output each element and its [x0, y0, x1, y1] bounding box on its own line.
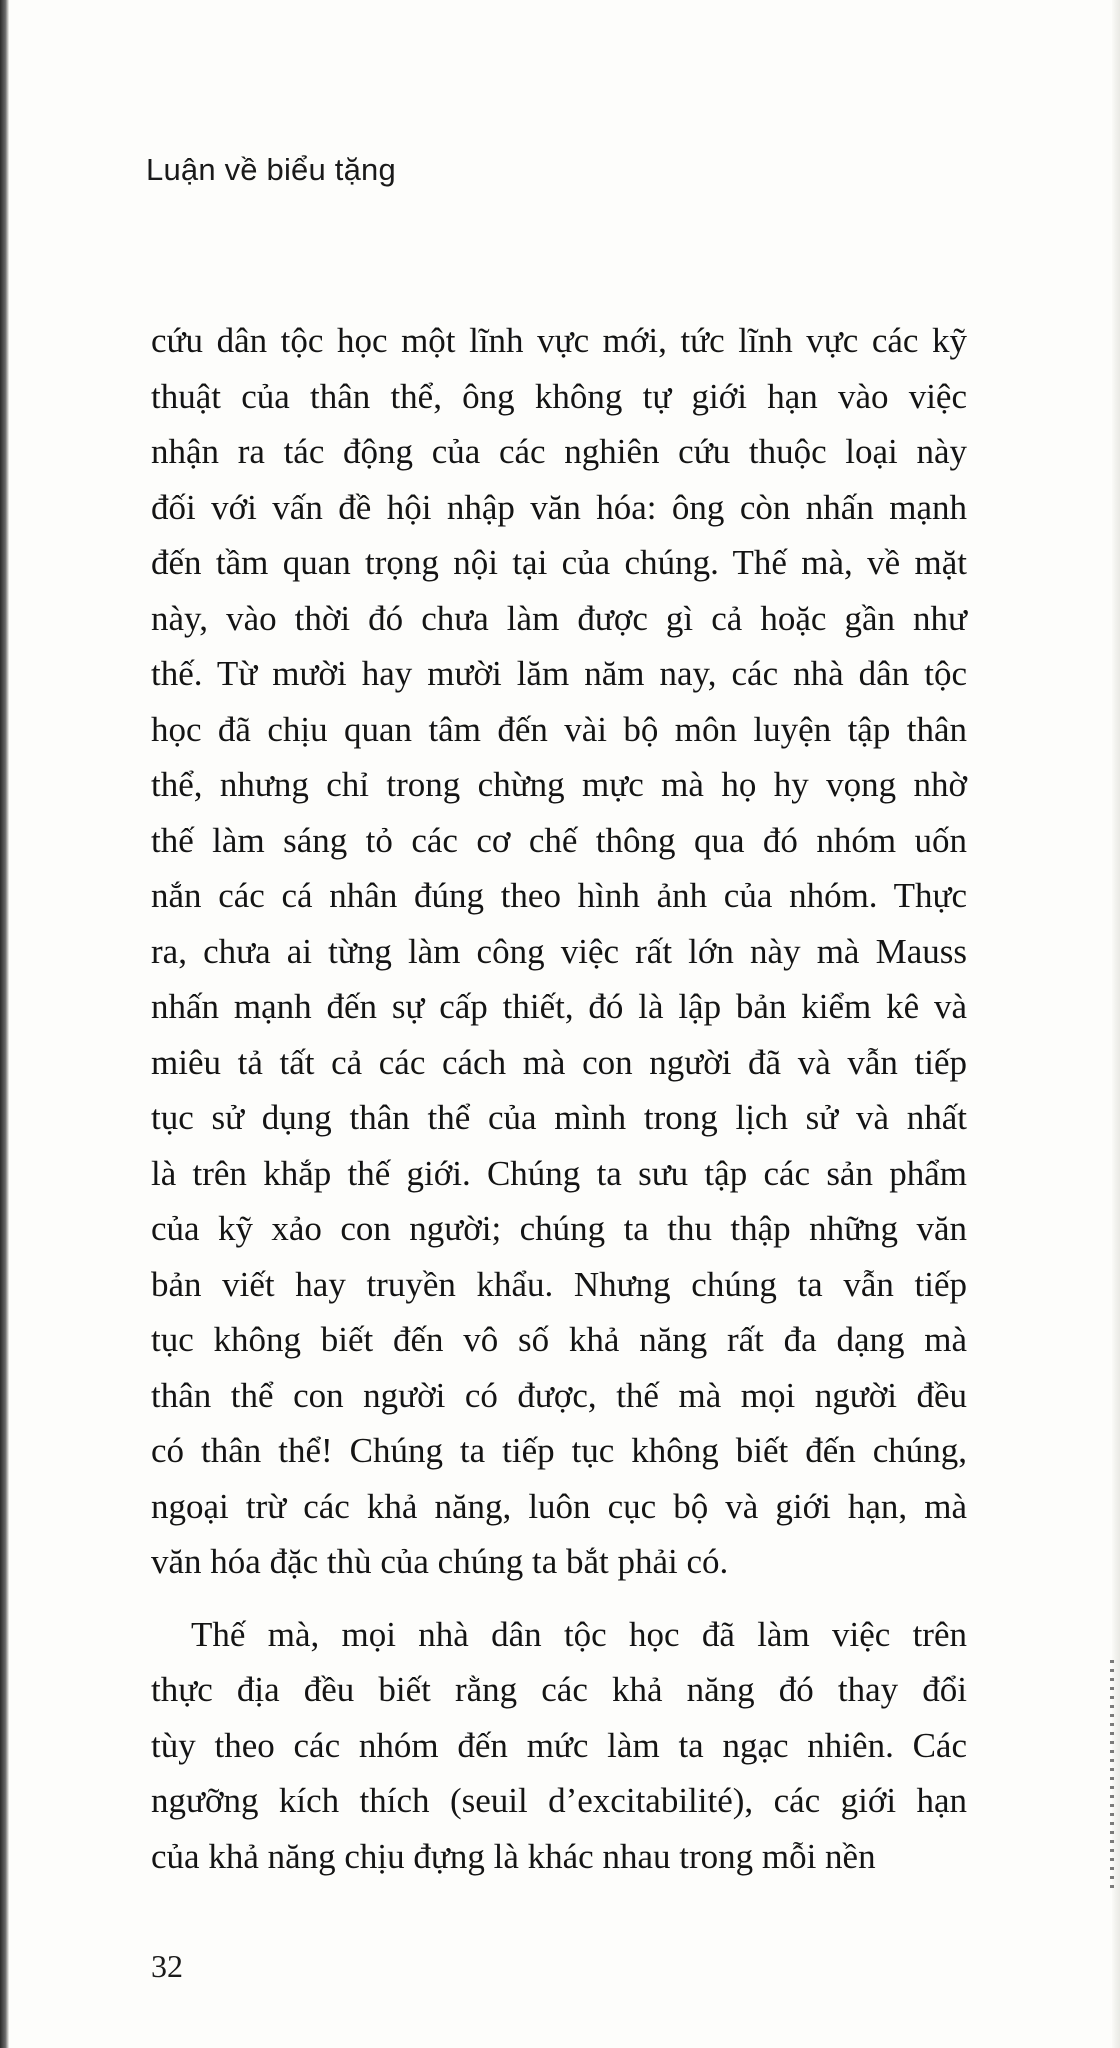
text-line: tục không biết đến vô số khả năng rất đa dạng mà: [151, 1320, 967, 1359]
text-line: đối với vấn đề hội nhập văn hóa: ông còn nhấn mạnh: [151, 487, 967, 527]
text-line: thể, nhưng chỉ trong chừng mực mà họ hy vọng nhờ: [151, 765, 967, 804]
text-line: ra, chưa ai từng làm công việc rất lớn này mà Mauss: [151, 931, 967, 971]
text-line: thân thể con người có được, thế mà mọi người đều: [151, 1375, 967, 1415]
text-line: miêu tả tất cả các cách mà con người đã và vẫn tiếp: [151, 1042, 967, 1082]
paragraph: [151, 1607, 967, 1885]
text-line: nhấn mạnh đến sự cấp thiết, đó là lập bản kiểm kê và: [151, 987, 967, 1026]
text-line: tục sử dụng thân thể của mình trong lịch sử và nhất: [151, 1098, 967, 1137]
body-text: [151, 313, 967, 1884]
text-line: thuật của thân thể, ông không tự giới hạn vào việc: [151, 376, 967, 416]
running-title: Luận về biểu tặng: [146, 152, 396, 187]
text-line: của khả năng chịu đựng là khác nhau trong mỗi nền: [151, 1836, 876, 1876]
text-line: thực địa đều biết rằng các khả năng đó thay đổi: [151, 1670, 967, 1709]
text-line: cứu dân tộc học một lĩnh vực mới, tức lĩnh vực các kỹ: [151, 321, 967, 360]
text-line: bản viết hay truyền khẩu. Nhưng chúng ta vẫn tiếp: [151, 1264, 967, 1304]
text-line: là trên khắp thế giới. Chúng ta sưu tập các sản phẩm: [151, 1153, 967, 1193]
page-edge-marks: [1110, 1660, 1114, 1890]
page-number: 32: [151, 1948, 183, 1984]
text-line: nhận ra tác động của các nghiên cứu thuộc loại này: [151, 432, 967, 471]
text-line: học đã chịu quan tâm đến vài bộ môn luyện tập thân: [151, 709, 967, 749]
text-line: có thân thể! Chúng ta tiếp tục không biết đến chúng,: [151, 1431, 967, 1470]
page-spine-shadow: [0, 0, 9, 2048]
text-line: ngoại trừ các khả năng, luôn cục bộ và giới hạn, mà: [151, 1486, 967, 1526]
text-line: ngưỡng kích thích (seuil d’excitabilité), các giới hạn: [151, 1781, 967, 1820]
paragraph: [151, 313, 967, 1590]
text-line: thế làm sáng tỏ các cơ chế thông qua đó nhóm uốn: [151, 820, 967, 860]
text-line: đến tầm quan trọng nội tại của chúng. Thế mà, về mặt: [151, 543, 967, 582]
text-line: này, vào thời đó chưa làm được gì cả hoặc gần như: [151, 598, 967, 638]
text-line: văn hóa đặc thù của chúng ta bắt phải có.: [151, 1542, 729, 1581]
text-line: tùy theo các nhóm đến mức làm ta ngạc nhiên. Các: [151, 1725, 967, 1765]
text-line: nắn các cá nhân đúng theo hình ảnh của nhóm. Thực: [151, 876, 967, 915]
text-line: của kỹ xảo con người; chúng ta thu thập những văn: [151, 1209, 967, 1248]
text-line: thế. Từ mười hay mười lăm năm nay, các nhà dân tộc: [151, 654, 967, 693]
text-line: Thế mà, mọi nhà dân tộc học đã làm việc trên: [191, 1614, 967, 1654]
